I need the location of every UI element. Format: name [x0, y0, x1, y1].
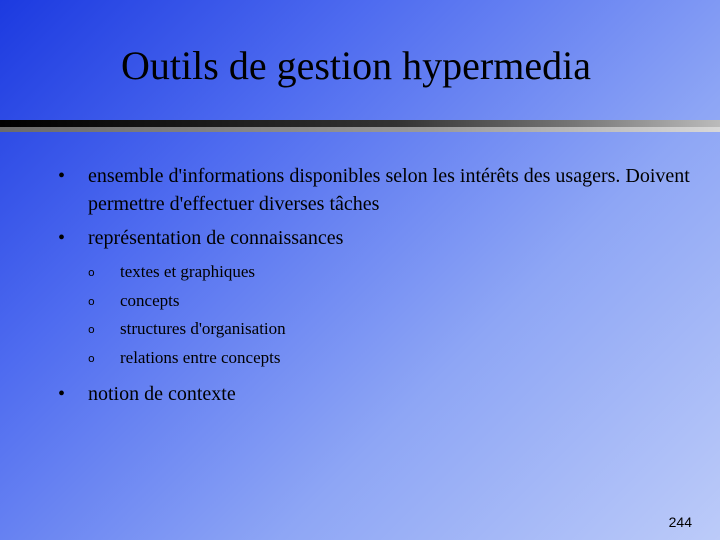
bullet-marker: •	[58, 227, 66, 249]
sub-bullet-item	[88, 315, 698, 344]
bullet-text: ensemble d'informations disponibles selon les intérêts des usagers. Doivent permettre d'effectuer diverses tâches	[88, 165, 690, 215]
sub-bullet-item	[88, 287, 698, 316]
bullet-marker: •	[58, 165, 66, 187]
sub-bullet-item	[88, 258, 698, 287]
sub-bullet-marker: o	[88, 351, 95, 365]
bullet-marker: •	[58, 383, 66, 405]
sub-bullet-text: textes et graphiques	[120, 262, 256, 281]
sub-bullet-text: concepts	[120, 290, 180, 310]
sub-bullet-text: structures d'organisation	[120, 319, 286, 338]
bullet-item	[58, 162, 698, 218]
sub-bullet-marker: o	[88, 294, 95, 308]
sub-bullet-item	[88, 344, 698, 373]
page-number: 244	[668, 514, 692, 530]
bullet-text: représentation de connaissances	[88, 227, 344, 249]
title-divider-dark	[0, 120, 720, 127]
title-divider-light	[0, 127, 720, 132]
slide-title: Outils de gestion hypermedia	[121, 43, 591, 88]
bullet-item	[58, 224, 698, 372]
bullet-text: notion de contexte	[88, 383, 236, 405]
sub-bullet-text: relations entre concepts	[120, 347, 281, 367]
bullet-item	[58, 380, 698, 408]
bullet-list	[58, 162, 698, 414]
sub-bullet-list	[88, 258, 698, 372]
sub-bullet-marker: o	[88, 323, 95, 336]
sub-bullet-marker: o	[88, 266, 95, 279]
